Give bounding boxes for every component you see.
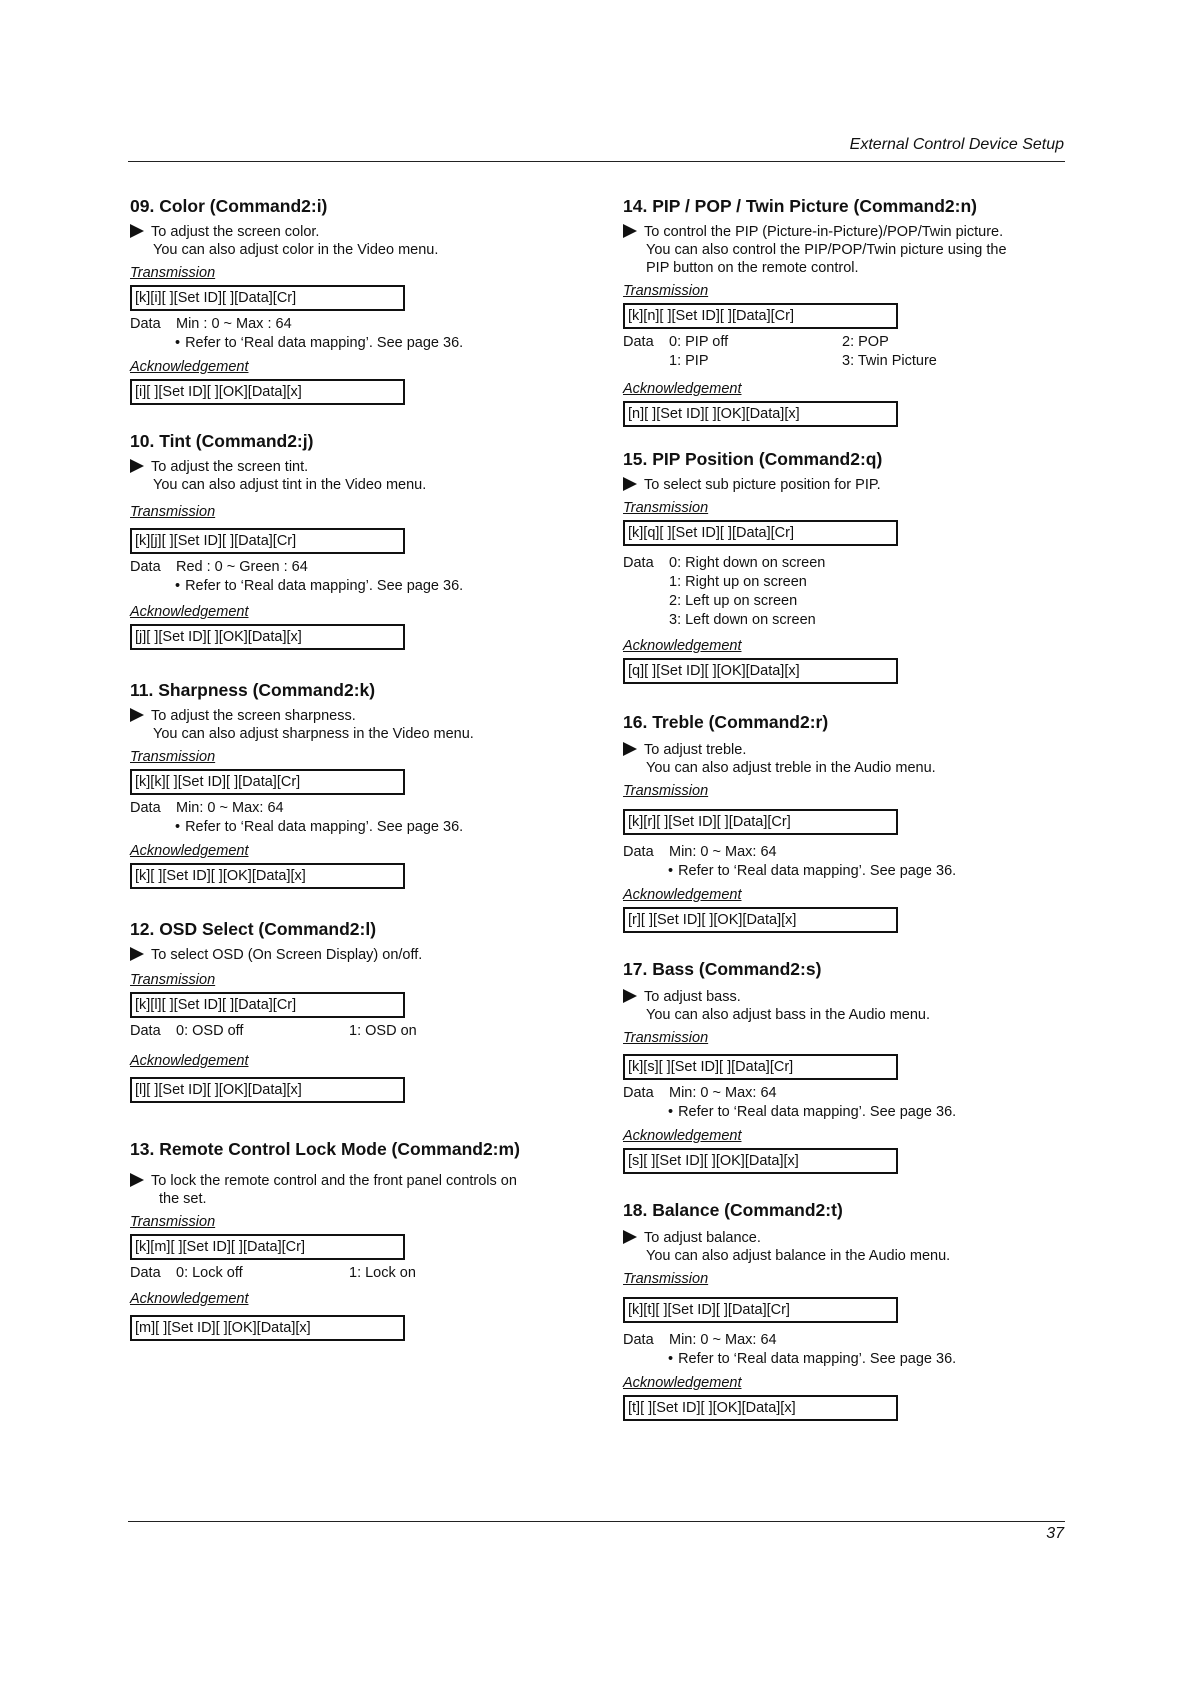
- right-column: [623, 196, 1063, 1443]
- section-title: 10. Tint (Command2:j): [130, 431, 314, 451]
- section-title: 17. Bass (Command2:s): [623, 959, 822, 979]
- transmission-label: Transmission: [130, 1214, 216, 1230]
- acknowledgement-command-box: [r][ ][Set ID][ ][OK][Data][x]: [623, 907, 898, 933]
- section-pip-pop: [623, 196, 1063, 427]
- section-osd-select: [130, 919, 570, 1103]
- data-range: Data Red : 0 ~ Green : 64: [130, 559, 308, 575]
- transmission-command-box: [k][n][ ][Set ID][ ][Data][Cr]: [623, 303, 898, 329]
- section-remote-lock: [130, 1139, 570, 1341]
- data-options: Data 0: OSD off 1: OSD on: [130, 1023, 417, 1039]
- data-note: • Refer to ‘Real data mapping’. See page 36.: [623, 862, 1063, 881]
- acknowledgement-label: Acknowledgement: [130, 604, 249, 620]
- transmission-command-box: [k][j][ ][Set ID][ ][Data][Cr]: [130, 528, 405, 554]
- acknowledgement-label: Acknowledgement: [623, 381, 742, 397]
- data-note: • Refer to ‘Real data mapping’. See page 36.: [130, 818, 570, 837]
- triangle-bullet-icon: [130, 224, 144, 238]
- transmission-command-box: [k][i][ ][Set ID][ ][Data][Cr]: [130, 285, 405, 311]
- data-options: Data 0: Lock off 1: Lock on: [130, 1265, 416, 1281]
- data-note: • Refer to ‘Real data mapping’. See page 36.: [623, 1350, 1063, 1369]
- transmission-label: Transmission: [623, 1271, 709, 1287]
- transmission-command-box: [k][q][ ][Set ID][ ][Data][Cr]: [623, 520, 898, 546]
- acknowledgement-command-box: [j][ ][Set ID][ ][OK][Data][x]: [130, 624, 405, 650]
- section-description: To select sub picture position for PIP.: [623, 476, 1063, 494]
- acknowledgement-command-box: [t][ ][Set ID][ ][OK][Data][x]: [623, 1395, 898, 1421]
- triangle-bullet-icon: [623, 989, 637, 1003]
- data-range: Data Min: 0 ~ Max: 64: [623, 1085, 777, 1101]
- acknowledgement-label: Acknowledgement: [623, 1128, 742, 1144]
- data-range: Data Min: 0 ~ Max: 64: [623, 1332, 777, 1348]
- data-note: • Refer to ‘Real data mapping’. See page 36.: [130, 334, 570, 353]
- section-description: To adjust the screen sharpness. You can also adjust sharpness in the Video menu.: [130, 707, 570, 743]
- triangle-bullet-icon: [130, 459, 144, 473]
- acknowledgement-label: Acknowledgement: [130, 1291, 249, 1307]
- triangle-bullet-icon: [623, 224, 637, 238]
- transmission-command-box: [k][m][ ][Set ID][ ][Data][Cr]: [130, 1234, 405, 1260]
- acknowledgement-label: Acknowledgement: [130, 843, 249, 859]
- section-title: 11. Sharpness (Command2:k): [130, 680, 376, 700]
- acknowledgement-label: Acknowledgement: [130, 359, 249, 375]
- section-title: 18. Balance (Command2:t): [623, 1200, 843, 1220]
- acknowledgement-label: Acknowledgement: [130, 1053, 249, 1069]
- acknowledgement-command-box: [i][ ][Set ID][ ][OK][Data][x]: [130, 379, 405, 405]
- transmission-label: Transmission: [130, 504, 216, 520]
- section-description: To select OSD (On Screen Display) on/off.: [130, 946, 570, 964]
- section-title: 15. PIP Position (Command2:q): [623, 449, 883, 469]
- transmission-label: Transmission: [623, 283, 709, 299]
- section-tint: [130, 431, 570, 650]
- transmission-label: Transmission: [130, 265, 216, 281]
- acknowledgement-command-box: [s][ ][Set ID][ ][OK][Data][x]: [623, 1148, 898, 1174]
- data-range: Data Min : 0 ~ Max : 64: [130, 316, 292, 332]
- triangle-bullet-icon: [130, 1173, 144, 1187]
- transmission-label: Transmission: [130, 972, 216, 988]
- acknowledgement-command-box: [q][ ][Set ID][ ][OK][Data][x]: [623, 658, 898, 684]
- transmission-label: Transmission: [130, 749, 216, 765]
- section-sharpness: [130, 680, 570, 889]
- triangle-bullet-icon: [623, 1230, 637, 1244]
- section-color: [130, 196, 570, 405]
- data-options: Data 0: PIP off 2: POP 1: PIP 3: Twin Picture: [623, 334, 937, 369]
- transmission-command-box: [k][r][ ][Set ID][ ][Data][Cr]: [623, 809, 898, 835]
- transmission-command-box: [k][s][ ][Set ID][ ][Data][Cr]: [623, 1054, 898, 1080]
- section-description: To adjust treble. You can also adjust treble in the Audio menu.: [623, 741, 1063, 777]
- data-range: Data Min: 0 ~ Max: 64: [623, 844, 777, 860]
- section-title: 14. PIP / POP / Twin Picture (Command2:n): [623, 196, 977, 216]
- data-note: • Refer to ‘Real data mapping’. See page 36.: [130, 577, 570, 596]
- triangle-bullet-icon: [623, 477, 637, 491]
- acknowledgement-label: Acknowledgement: [623, 1375, 742, 1391]
- transmission-label: Transmission: [623, 500, 709, 516]
- acknowledgement-label: Acknowledgement: [623, 638, 742, 654]
- section-description: To adjust the screen color. You can also adjust color in the Video menu.: [130, 223, 570, 259]
- transmission-command-box: [k][l][ ][Set ID][ ][Data][Cr]: [130, 992, 405, 1018]
- transmission-label: Transmission: [623, 1030, 709, 1046]
- acknowledgement-command-box: [m][ ][Set ID][ ][OK][Data][x]: [130, 1315, 405, 1341]
- section-description: To lock the remote control and the front panel controls on the set.: [130, 1172, 570, 1208]
- triangle-bullet-icon: [623, 742, 637, 756]
- page-number: 37: [1046, 1525, 1064, 1542]
- acknowledgement-command-box: [l][ ][Set ID][ ][OK][Data][x]: [130, 1077, 405, 1103]
- section-title: 13. Remote Control Lock Mode (Command2:m): [130, 1139, 520, 1159]
- section-balance: [623, 1200, 1063, 1421]
- section-pip-position: [623, 449, 1063, 684]
- header-title: External Control Device Setup: [849, 136, 1064, 153]
- section-description: To adjust bass. You can also adjust bass in the Audio menu.: [623, 988, 1063, 1024]
- triangle-bullet-icon: [130, 708, 144, 722]
- section-title: 09. Color (Command2:i): [130, 196, 328, 216]
- transmission-command-box: [k][k][ ][Set ID][ ][Data][Cr]: [130, 769, 405, 795]
- section-description: To adjust balance. You can also adjust balance in the Audio menu.: [623, 1229, 1063, 1265]
- section-treble: [623, 712, 1063, 933]
- transmission-label: Transmission: [623, 783, 709, 799]
- section-title: 12. OSD Select (Command2:l): [130, 919, 377, 939]
- triangle-bullet-icon: [130, 947, 144, 961]
- section-bass: [623, 959, 1063, 1174]
- section-description: To adjust the screen tint. You can also adjust tint in the Video menu.: [130, 458, 570, 494]
- data-note: • Refer to ‘Real data mapping’. See page 36.: [623, 1103, 1063, 1122]
- data-options: Data 0: Right down on screen 1: Right up on screen 2: Left up on screen 3: Left down on screen: [623, 555, 826, 628]
- data-range: Data Min: 0 ~ Max: 64: [130, 800, 284, 816]
- header-rule: [128, 161, 1065, 162]
- transmission-command-box: [k][t][ ][Set ID][ ][Data][Cr]: [623, 1297, 898, 1323]
- left-column: [130, 196, 570, 1363]
- acknowledgement-command-box: [k][ ][Set ID][ ][OK][Data][x]: [130, 863, 405, 889]
- section-description: To control the PIP (Picture-in-Picture)/POP/Twin picture. You can also control the PIP/POP/Twin picture using the PIP button on the remote control.: [623, 223, 1065, 277]
- acknowledgement-label: Acknowledgement: [623, 887, 742, 903]
- acknowledgement-command-box: [n][ ][Set ID][ ][OK][Data][x]: [623, 401, 898, 427]
- section-title: 16. Treble (Command2:r): [623, 712, 829, 732]
- footer-rule: [128, 1521, 1065, 1522]
